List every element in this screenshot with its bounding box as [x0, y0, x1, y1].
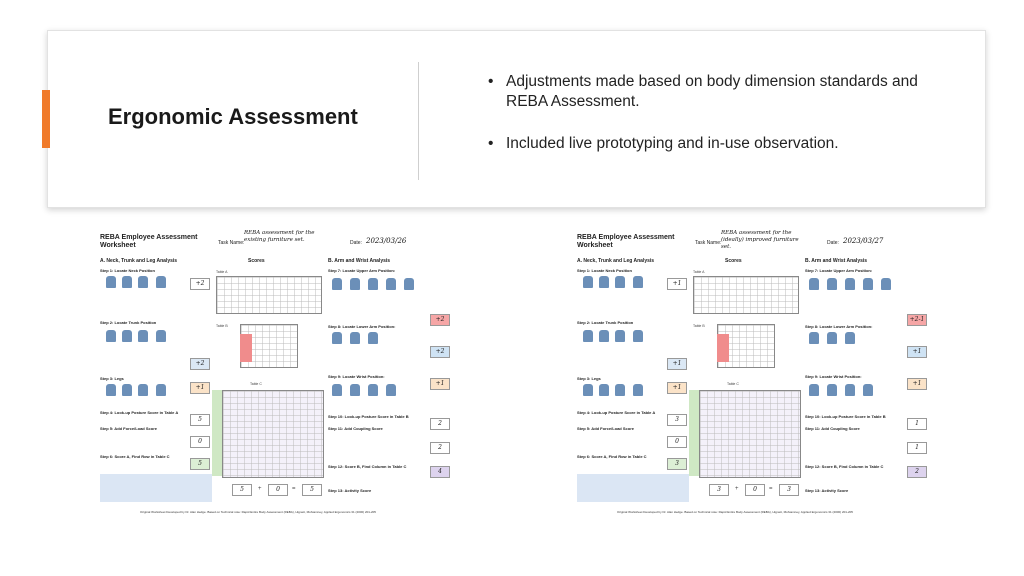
wrist-score: +1 — [430, 378, 450, 390]
scoring-legend-box — [100, 474, 212, 502]
activity-score: 0 — [268, 484, 288, 496]
table-b-highlight — [717, 334, 729, 362]
coupling-score: 2 — [430, 442, 450, 454]
reba-score: 5 — [302, 484, 322, 496]
step-3: Step 3: Legs — [100, 376, 124, 381]
posture-figure-icon — [106, 276, 116, 288]
step-11: Step 11: Add Coupling Score — [328, 426, 383, 431]
bullet-text: Included live prototyping and in-use observation. — [506, 135, 839, 152]
table-b-label: Table B — [693, 324, 705, 328]
posture-figure-icon — [599, 330, 609, 342]
posture-figure-icon — [599, 384, 609, 396]
step-8: Step 8: Locate Lower Arm Position: — [805, 324, 873, 329]
posture-a-score: 5 — [190, 414, 210, 426]
posture-figure-icon — [845, 332, 855, 344]
bullet-item — [486, 134, 926, 154]
leg-score: +1 — [667, 382, 687, 394]
step-12: Step 12: Score B, Find Column in Table C — [805, 464, 884, 469]
step-1: Step 1: Locate Neck Position — [100, 268, 155, 273]
equals-sign: = — [769, 486, 773, 492]
step-9: Step 9: Locate Wrist Position: — [328, 374, 385, 379]
step-13: Step 13: Activity Score — [805, 488, 849, 493]
accent-bar — [42, 90, 50, 148]
posture-figure-icon — [599, 276, 609, 288]
table-c-score: 3 — [709, 484, 729, 496]
table-a-label: Table A — [216, 270, 228, 274]
vertical-divider — [418, 62, 419, 180]
reba-worksheet-improved — [577, 228, 937, 518]
footer-credit: Original Worksheet Developed by Dr. Alan Hedge. Based on Technical note: Rapid Entire Body Assessment (REBA), Hignett, McAtamney, Applied Ergonomics 31 (2000) 201-205 — [617, 510, 853, 514]
section-b-heading: B. Arm and Wrist Analysis — [328, 258, 391, 264]
posture-a-score: 3 — [667, 414, 687, 426]
step-13: Step 13: Activity Score — [328, 488, 372, 493]
upper-arm-score: +2 — [430, 314, 450, 326]
step-10: Step 10: Look-up Posture Score in Table B — [805, 414, 886, 419]
section-b-heading: B. Arm and Wrist Analysis — [805, 258, 868, 264]
table-c-side — [212, 390, 222, 476]
step-6: Step 6: Score A, Find Row in Table C — [577, 454, 647, 459]
posture-figure-icon — [156, 330, 166, 342]
trunk-score: +2 — [190, 358, 210, 370]
worksheet-title-line: REBA Employee Assessment — [577, 234, 675, 241]
lower-arm-score: +2 — [430, 346, 450, 358]
posture-figure-icon — [138, 330, 148, 342]
wrist-score: +1 — [907, 378, 927, 390]
bullet-item — [486, 72, 926, 112]
footer-credit: Original Worksheet Developed by Dr. Alan Hedge. Based on Technical note: Rapid Entire Body Assessment (REBA), Hignett, McAtamney, Applied Ergonomics 31 (2000) 201-205 — [140, 510, 376, 514]
step-5: Step 5: Add Force/Load Score — [100, 426, 157, 431]
step-4: Step 4: Look-up Posture Score in Table A — [577, 410, 656, 415]
worksheet-title-line: Worksheet — [100, 242, 136, 249]
section-a-heading: A. Neck, Trunk and Leg Analysis — [100, 258, 178, 264]
posture-figure-icon — [615, 276, 625, 288]
posture-figure-icon — [350, 278, 360, 290]
step-7: Step 7: Locate Upper Arm Position: — [805, 268, 873, 273]
lower-arm-score: +1 — [907, 346, 927, 358]
date-value: 2023/03/27 — [843, 237, 884, 245]
step-12: Step 12: Score B, Find Column in Table C — [328, 464, 407, 469]
posture-figure-icon — [633, 330, 643, 342]
table-c-side — [689, 390, 699, 476]
date-label: Date: — [827, 240, 839, 246]
posture-figure-icon — [156, 384, 166, 396]
posture-figure-icon — [368, 332, 378, 344]
posture-figure-icon — [827, 332, 837, 344]
posture-figure-icon — [845, 384, 855, 396]
posture-figure-icon — [827, 384, 837, 396]
posture-figure-icon — [156, 276, 166, 288]
table-a-label: Table A — [693, 270, 705, 274]
reba-worksheet-existing — [100, 228, 460, 518]
task-name-value: REBA assessment for the existing furniture set. — [244, 230, 315, 243]
slide-title: Ergonomic Assessment — [108, 104, 358, 129]
activity-score: 0 — [745, 484, 765, 496]
force-score: 0 — [667, 436, 687, 448]
task-name-value: REBA assessment for the (ideally) improved furniture set. — [721, 230, 799, 250]
posture-figure-icon — [633, 276, 643, 288]
table-c-score: 5 — [232, 484, 252, 496]
task-name-label: Task Name: — [218, 240, 245, 246]
posture-figure-icon — [368, 384, 378, 396]
posture-figure-icon — [583, 384, 593, 396]
posture-figure-icon — [122, 384, 132, 396]
date-value: 2023/03/26 — [366, 237, 407, 245]
posture-figure-icon — [881, 278, 891, 290]
posture-figure-icon — [845, 278, 855, 290]
date-label: Date: — [350, 240, 362, 246]
posture-figure-icon — [809, 384, 819, 396]
score-a: 3 — [667, 458, 687, 470]
step-2: Step 2: Locate Trunk Position — [100, 320, 157, 325]
posture-figure-icon — [615, 384, 625, 396]
worksheet-title — [577, 234, 687, 250]
neck-score: +2 — [190, 278, 210, 290]
trunk-score: +1 — [667, 358, 687, 370]
bullet-list — [486, 72, 926, 176]
section-a-heading: A. Neck, Trunk and Leg Analysis — [577, 258, 655, 264]
worksheet-title-line: Worksheet — [577, 242, 613, 249]
posture-figure-icon — [404, 278, 414, 290]
step-8: Step 8: Locate Lower Arm Position: — [328, 324, 396, 329]
leg-score: +1 — [190, 382, 210, 394]
worksheet-title — [100, 234, 210, 250]
posture-figure-icon — [332, 384, 342, 396]
worksheet-title-line: REBA Employee Assessment — [100, 234, 198, 241]
posture-figure-icon — [332, 278, 342, 290]
posture-figure-icon — [138, 276, 148, 288]
posture-figure-icon — [106, 384, 116, 396]
scoring-legend-box — [577, 474, 689, 502]
step-5: Step 5: Add Force/Load Score — [577, 426, 634, 431]
posture-figure-icon — [138, 384, 148, 396]
scores-heading: Scores — [248, 258, 265, 264]
posture-figure-icon — [615, 330, 625, 342]
posture-figure-icon — [122, 330, 132, 342]
posture-figure-icon — [386, 278, 396, 290]
table-b-highlight — [240, 334, 252, 362]
posture-figure-icon — [350, 384, 360, 396]
posture-figure-icon — [583, 330, 593, 342]
force-score: 0 — [190, 436, 210, 448]
step-4: Step 4: Look-up Posture Score in Table A — [100, 410, 179, 415]
posture-figure-icon — [809, 278, 819, 290]
posture-figure-icon — [863, 278, 873, 290]
table-c-grid — [222, 390, 324, 478]
score-b: 4 — [430, 466, 450, 478]
table-c-label: Table C — [727, 382, 739, 386]
posture-figure-icon — [827, 278, 837, 290]
posture-figure-icon — [386, 384, 396, 396]
posture-figure-icon — [122, 276, 132, 288]
posture-figure-icon — [368, 278, 378, 290]
step-11: Step 11: Add Coupling Score — [805, 426, 860, 431]
table-c-label: Table C — [250, 382, 262, 386]
scores-heading: Scores — [725, 258, 742, 264]
step-2: Step 2: Locate Trunk Position — [577, 320, 634, 325]
posture-b-score: 1 — [907, 418, 927, 430]
posture-figure-icon — [583, 276, 593, 288]
posture-figure-icon — [106, 330, 116, 342]
posture-figure-icon — [809, 332, 819, 344]
step-10: Step 10: Look-up Posture Score in Table B — [328, 414, 409, 419]
table-a-grid — [216, 276, 322, 314]
coupling-score: 1 — [907, 442, 927, 454]
posture-figure-icon — [863, 384, 873, 396]
score-a: 5 — [190, 458, 210, 470]
task-name-label: Task Name: — [695, 240, 722, 246]
neck-score: +1 — [667, 278, 687, 290]
posture-figure-icon — [350, 332, 360, 344]
table-b-label: Table B — [216, 324, 228, 328]
step-3: Step 3: Legs — [577, 376, 601, 381]
plus-sign: + — [258, 486, 262, 492]
bullet-text: Adjustments made based on body dimension standards and REBA Assessment. — [506, 73, 918, 110]
bullet-dot-icon: • — [488, 135, 494, 152]
bullet-dot-icon: • — [488, 73, 494, 90]
step-1: Step 1: Locate Neck Position — [577, 268, 632, 273]
score-b: 2 — [907, 466, 927, 478]
posture-figure-icon — [332, 332, 342, 344]
plus-sign: + — [735, 486, 739, 492]
table-c-grid — [699, 390, 801, 478]
posture-b-score: 2 — [430, 418, 450, 430]
table-a-grid — [693, 276, 799, 314]
step-6: Step 6: Score A, Find Row in Table C — [100, 454, 170, 459]
reba-score: 3 — [779, 484, 799, 496]
posture-figure-icon — [633, 384, 643, 396]
upper-arm-score: +2-1 — [907, 314, 927, 326]
step-7: Step 7: Locate Upper Arm Position: — [328, 268, 396, 273]
equals-sign: = — [292, 486, 296, 492]
step-9: Step 9: Locate Wrist Position: — [805, 374, 862, 379]
